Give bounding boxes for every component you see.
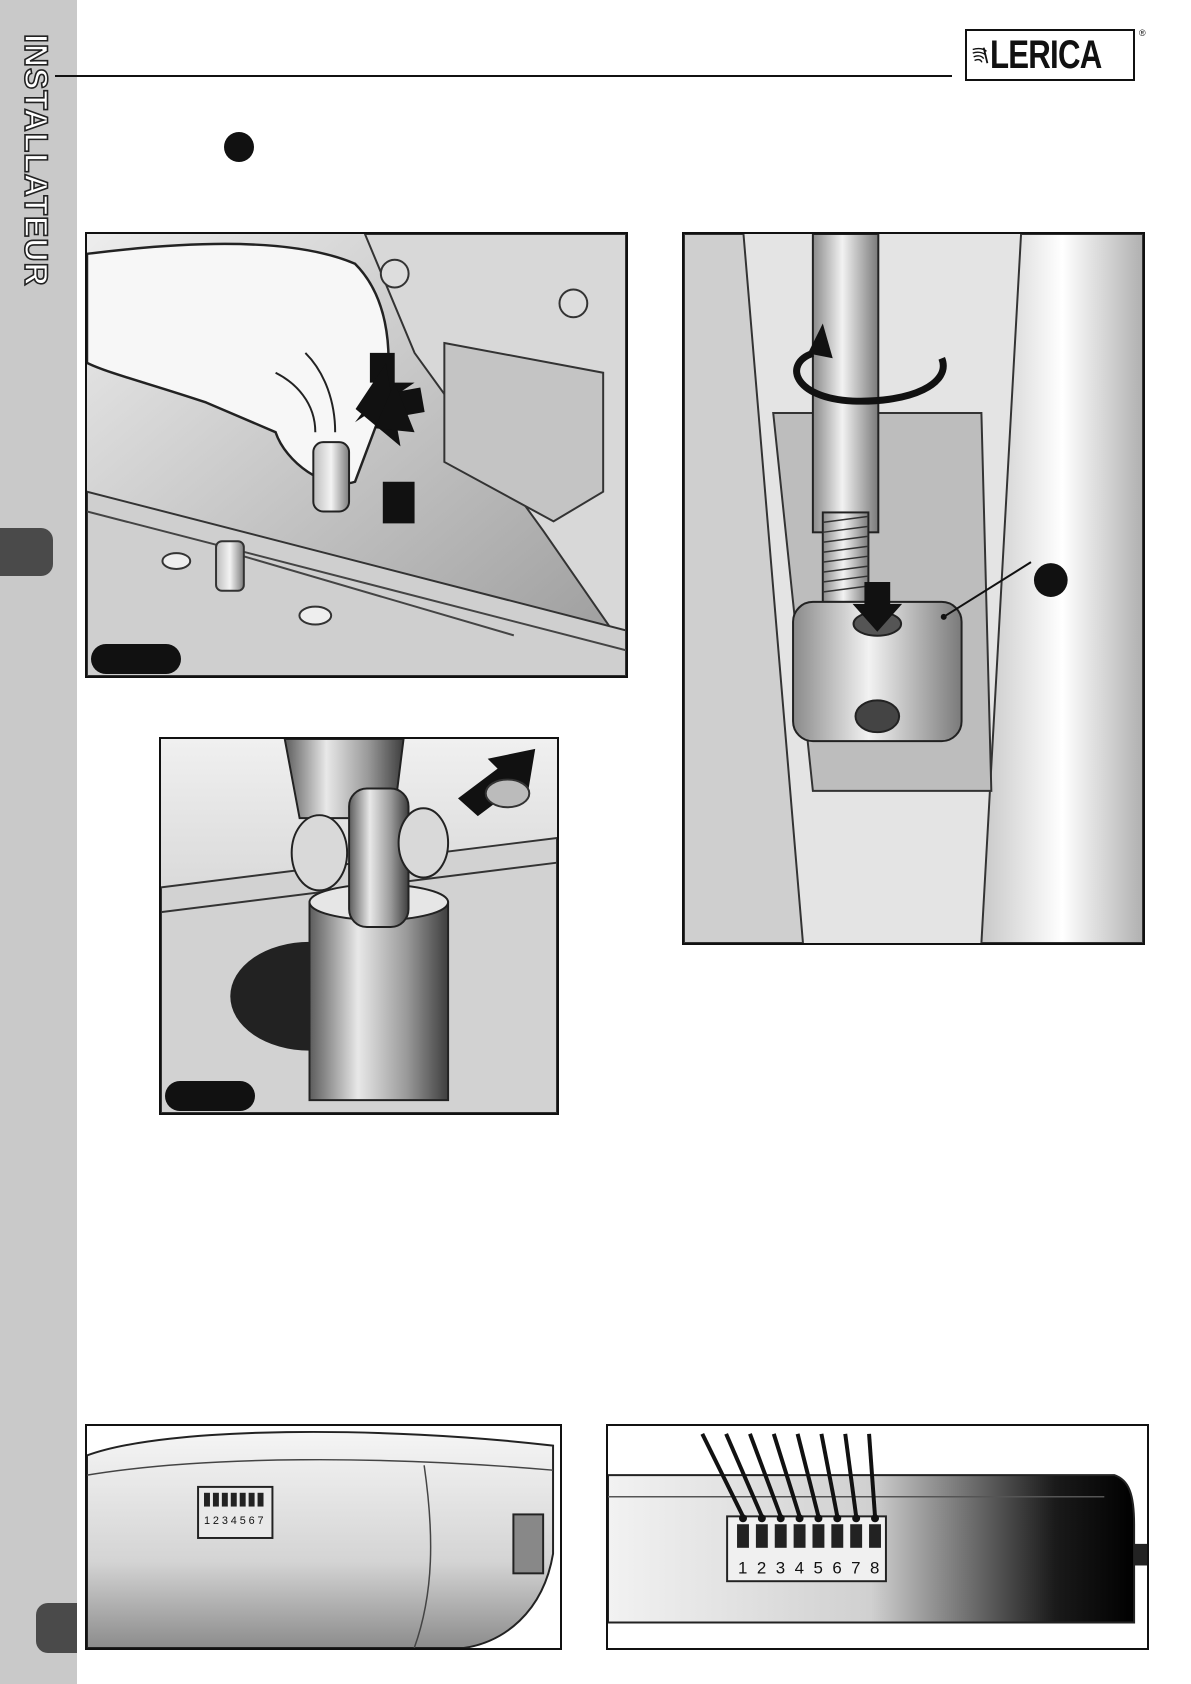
- arrow-head-icon: [852, 1514, 860, 1522]
- figure-label-pill: [165, 1081, 255, 1111]
- dip-switch-number-small: 4: [230, 1515, 237, 1528]
- dip-switch-3: [775, 1524, 787, 1548]
- dip-switch-8: [869, 1524, 881, 1548]
- dip-switch-number: 2: [756, 1558, 767, 1578]
- arrow-head-icon: [871, 1514, 879, 1522]
- brand-name: LERICA: [990, 33, 1102, 77]
- sidebar-title: INSTALLATEUR: [18, 34, 54, 287]
- dip-switch-closeup-illustration: [608, 1426, 1147, 1648]
- remove-pin-illustration: [87, 234, 626, 676]
- figure-screw-rod: [682, 232, 1145, 945]
- dip-switch-7: [850, 1524, 862, 1548]
- arrow-head-icon: [777, 1514, 785, 1522]
- page-number-tab: [36, 1603, 77, 1653]
- dip-switch-number: 6: [832, 1558, 842, 1578]
- dip-switch-2: [756, 1524, 768, 1548]
- figure-dip-switch-closeup: [606, 1424, 1149, 1650]
- arrow-head-icon: [796, 1514, 804, 1522]
- dip-switch-number: 3: [775, 1558, 786, 1578]
- arrow-head-icon: [833, 1514, 841, 1522]
- dip-switch-5: [812, 1524, 824, 1548]
- figure-remove-pin: [85, 232, 628, 678]
- dip-switch-number: 1: [738, 1558, 748, 1578]
- figure-housing-dip: [85, 1424, 562, 1650]
- dip-switch-1: [737, 1524, 749, 1548]
- figure-insert-fork: [159, 737, 559, 1115]
- dip-switch-number: 8: [870, 1558, 880, 1578]
- figure-label-pill: [91, 644, 181, 674]
- header-rule: [55, 75, 952, 77]
- dip-switch-number: 4: [794, 1558, 804, 1578]
- dip-switch-number-small: 5: [239, 1515, 246, 1528]
- dip-switch-number-small: 6: [248, 1515, 255, 1528]
- arrow-head-icon: [814, 1514, 822, 1522]
- dip-switch-number: 5: [813, 1558, 823, 1578]
- dip-switch-number-small: 1: [204, 1515, 211, 1528]
- logo-swirl-icon: [970, 33, 990, 77]
- housing-dip-illustration: [87, 1426, 560, 1648]
- registered-mark: ®: [1139, 28, 1146, 38]
- dip-switch-number-small: 2: [212, 1515, 219, 1528]
- dip-switch-number: 7: [851, 1558, 861, 1578]
- dip-switch-number-small: 3: [221, 1515, 228, 1528]
- arrow-head-icon: [758, 1514, 766, 1522]
- dip-switch-4: [794, 1524, 806, 1548]
- dip-switch-number-small: 7: [257, 1515, 264, 1528]
- screw-rod-illustration: [684, 234, 1143, 943]
- brand-logo: [965, 29, 1135, 81]
- section-tab-marker: [0, 528, 53, 576]
- dip-switch-6: [831, 1524, 843, 1548]
- arrow-head-icon: [739, 1514, 747, 1522]
- fork-joint-illustration: [161, 739, 557, 1113]
- step-bullet: [224, 132, 254, 162]
